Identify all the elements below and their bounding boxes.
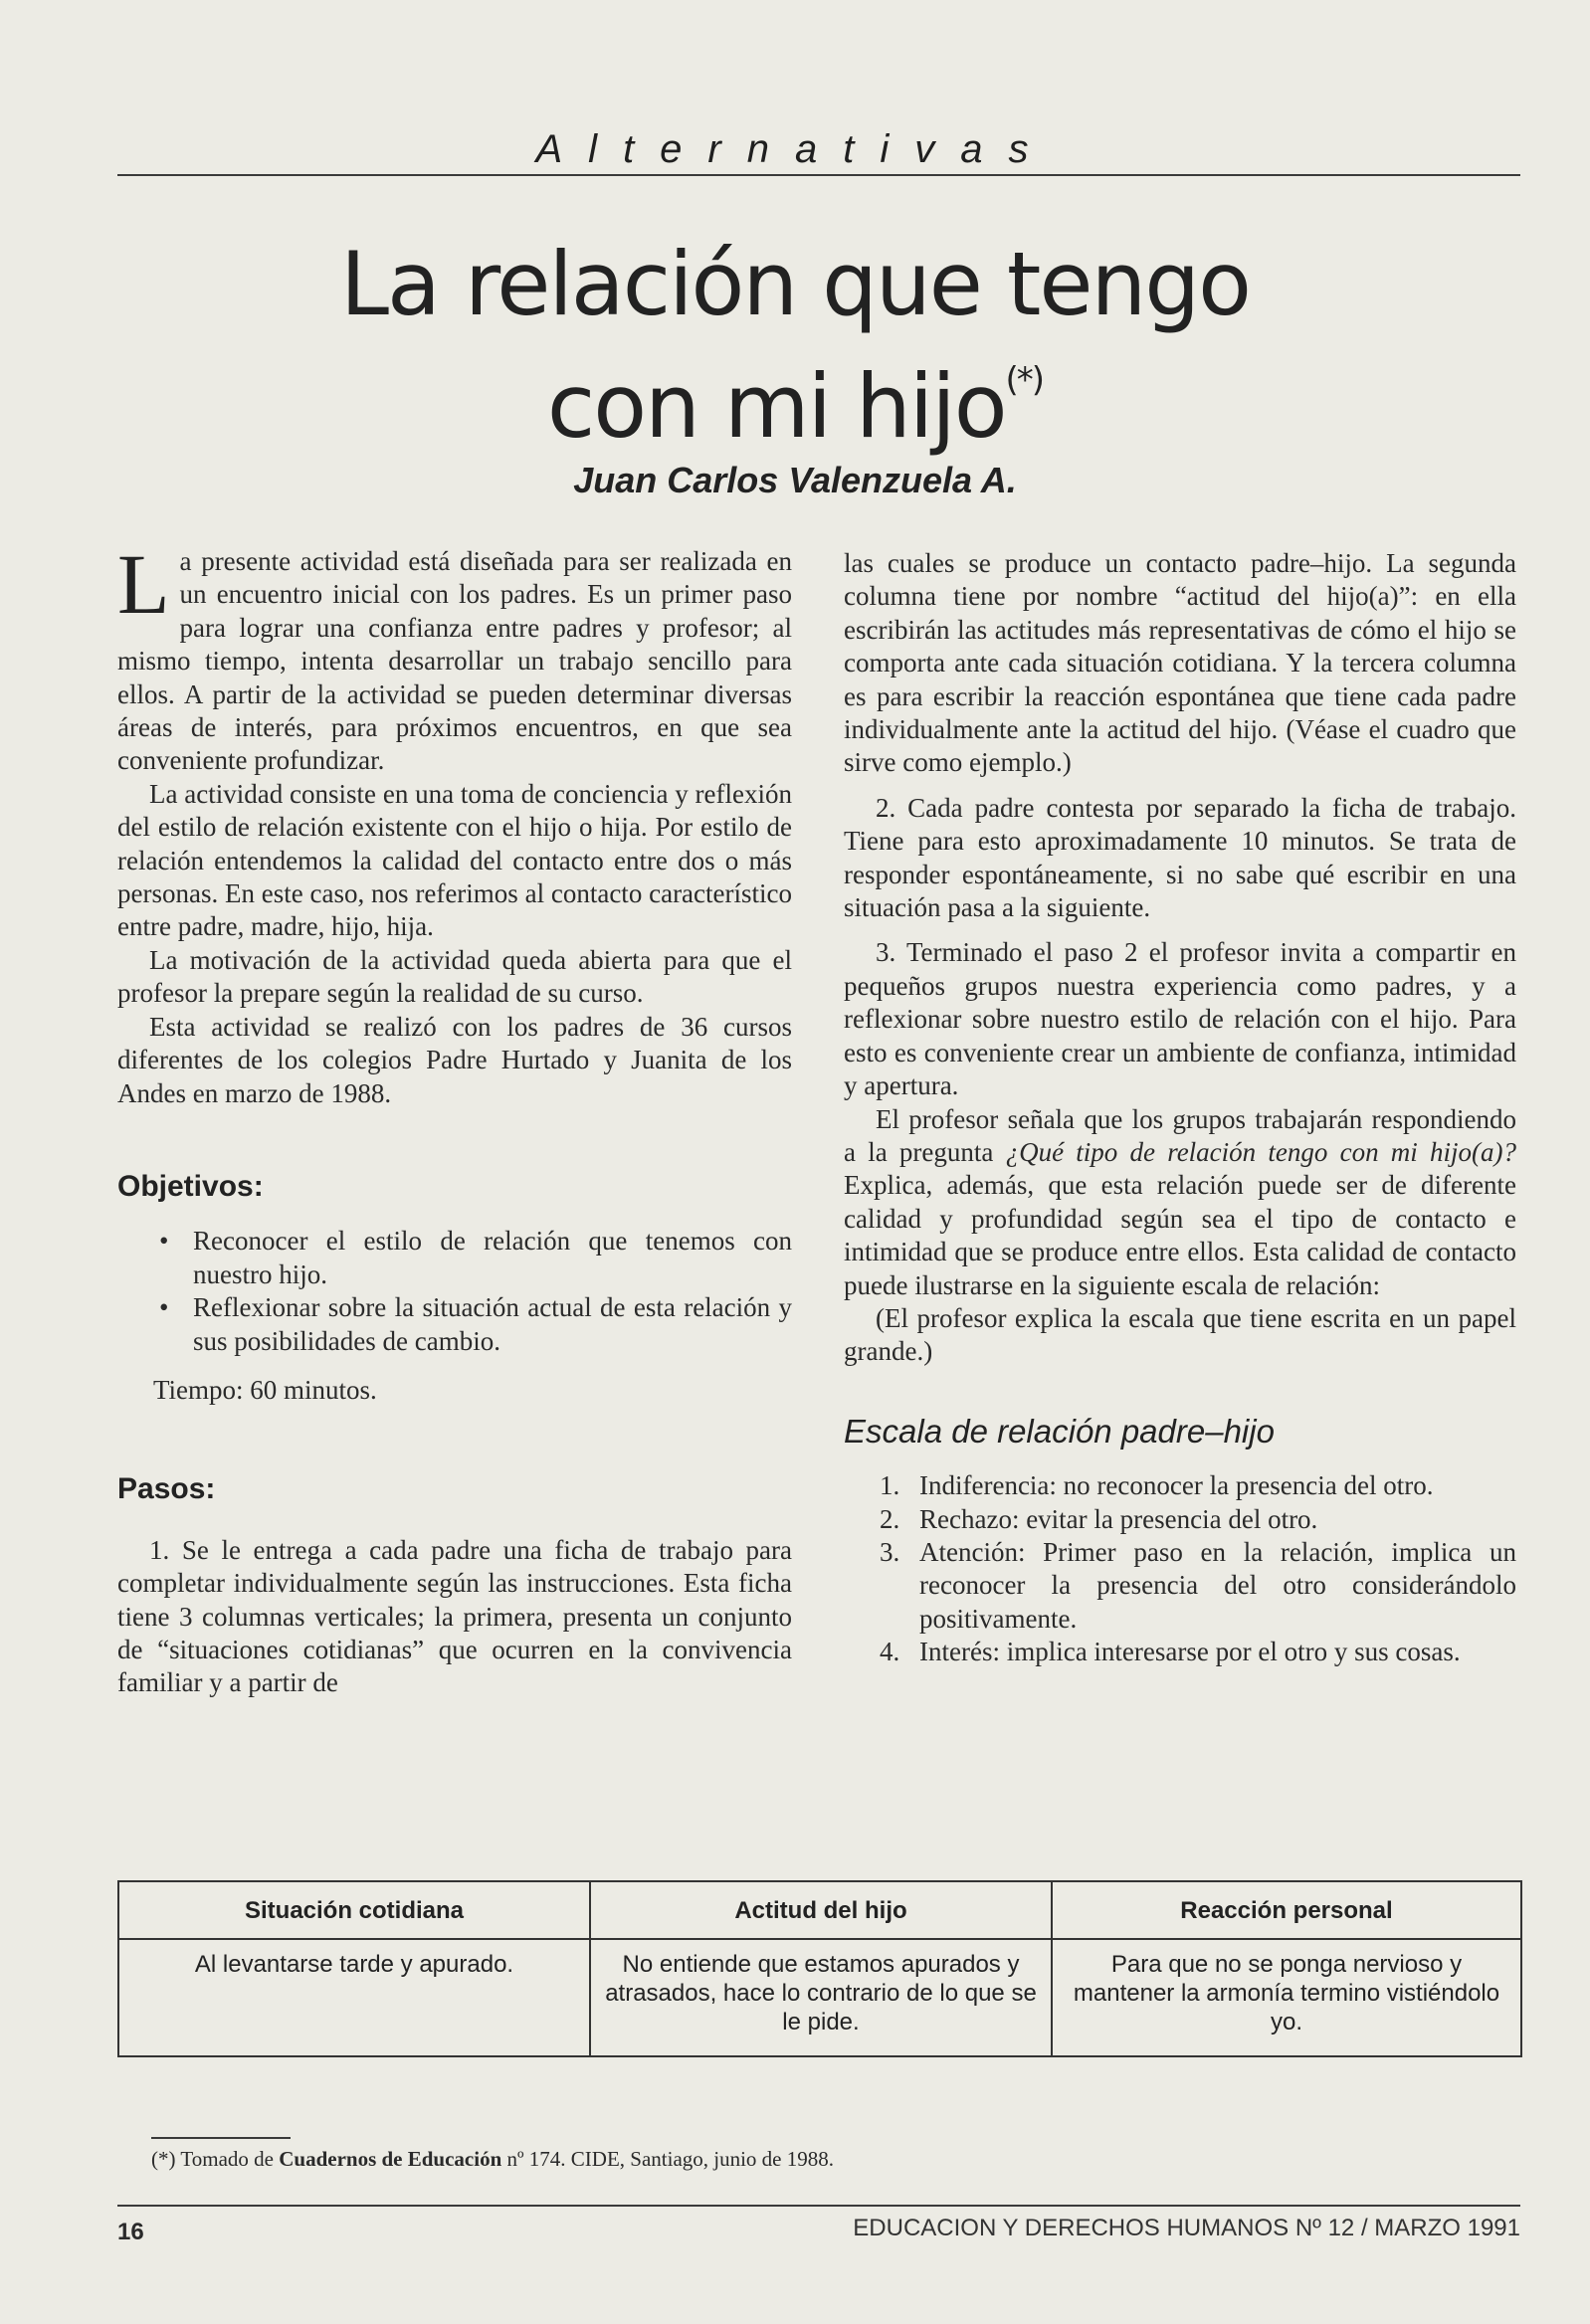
title-line-2-text: con mi hijo [546, 355, 1006, 458]
table-row [118, 1939, 1521, 2056]
paragraph: las cuales se produce un contacto padre–hijo. La segunda columna tiene por nombre “actitud del hijo(a)”: en ella escribirán las actitudes más representativas de cómo el hijo se comporta ante cada situación cotidiana. Y la tercera columna es para escribir la reacción espontánea que tiene cada padre individualmente ante la actitud del hijo. (Véase el cuadro que sirve como ejemplo.) [844, 548, 1516, 778]
footnote-rule [151, 2137, 291, 2139]
paragraph [844, 1103, 1516, 1302]
paso-1-number: 1. [149, 1534, 170, 1565]
list-number: 1. [880, 1470, 900, 1501]
example-table [117, 1880, 1522, 2057]
intro-text: a presente actividad está diseñada para ser realizada en un encuentro inicial con los padres. Es un primer paso para lograr una confianza entre padres y profesor; al mismo tiempo, intenta desarrollar un trabajo sencillo para ellos. A partir de la actividad se pueden determinar diversas áreas de interés, para próximos encuentros, en que sea conveniente profundizar. [117, 546, 792, 776]
paso-1 [117, 1534, 792, 1700]
list-text: Interés: implica interesarse por el otro y sus cosas. [919, 1637, 1461, 1667]
escala-heading: Escala de relación padre–hijo [844, 1412, 1275, 1450]
list-text: Atención: Primer paso en la relación, implica un reconocer la presencia del otro considerándolo positivamente. [919, 1536, 1516, 1634]
table-cell: Al levantarse tarde y apurado. [118, 1939, 590, 2056]
article-title [0, 233, 1590, 458]
list-number: 3. [880, 1536, 900, 1567]
paso-1-text: Se le entrega a cada padre una ficha de trabajo para completar individualmente según las instrucciones. Esta ficha tiene 3 columnas verticales; la primera, presenta un conjunto de “situaciones cotidianas” que ocurren en la convivencia familiar y a partir de [117, 1534, 792, 1698]
footnote [151, 2147, 1445, 2172]
title-line-1: La relación que tengo [340, 233, 1250, 335]
list-text: Indiferencia: no reconocer la presencia del otro. [919, 1470, 1434, 1501]
page-number: 16 [117, 2219, 144, 2245]
list-item [880, 1469, 1516, 1502]
question-text: ¿Qué tipo de relación tengo con mi hijo(a)? [1005, 1136, 1516, 1167]
escala-list [880, 1469, 1516, 1668]
list-number: 2. [880, 1503, 900, 1534]
paso-3-text: Terminado el paso 2 el profesor invita a compartir en pequeños grupos nuestra experiencia como padres, y a reflexionar sobre nuestro estilo de relación con el hijo. Para esto es conveniente crear un ambiente de confianza, intimidad y apertura. [844, 937, 1516, 1101]
list-item: • Reflexionar sobre la situación actual de esta relación y sus posibilidades de cambio. [153, 1291, 792, 1358]
list-item: • Reconocer el estilo de relación que tenemos con nuestro hijo. [153, 1225, 792, 1291]
paragraph: La actividad consiste en una toma de conciencia y reflexión del estilo de relación existente con el hijo o hija. Por estilo de relación entendemos la calidad del contacto entre dos o más personas. En este caso, nos referimos al contacto característico entre padre, madre, hijo, hija. [117, 778, 792, 942]
list-number: 4. [880, 1637, 900, 1667]
title-footnote-mark: (*) [1005, 360, 1044, 400]
table-header-row [118, 1881, 1521, 1939]
footer-rule [117, 2205, 1520, 2207]
header-rule [117, 174, 1520, 176]
paragraph: La motivación de la actividad queda abierta para que el profesor la prepare según la realidad de su curso. [117, 944, 792, 1009]
table-header-cell: Reacción personal [1052, 1881, 1521, 1939]
paso-3-number: 3. [876, 937, 896, 968]
list-text: Rechazo: evitar la presencia del otro. [919, 1503, 1318, 1534]
footnote-mark: (*) [151, 2147, 176, 2171]
author: Juan Carlos Valenzuela A. [573, 460, 1017, 500]
objetivos-list [153, 1225, 792, 1358]
objetivos-heading: Objetivos: [117, 1169, 264, 1203]
footnote-source: Cuadernos de Educación [279, 2147, 502, 2171]
paragraph: Esta actividad se realizó con los padres de 36 cursos diferentes de los colegios Padre Hurtado y Juanita de los Andes en marzo de 1988. [117, 1011, 792, 1108]
pasos-heading: Pasos: [117, 1472, 216, 1506]
footnote-text: nº 174. CIDE, Santiago, junio de 1988. [501, 2147, 834, 2171]
table-cell: No entiende que estamos apurados y atrasados, hace lo contrario de lo que se le pide. [590, 1939, 1052, 2056]
paso-2-text: Cada padre contesta por separado la ficha de trabajo. Tiene para esto aproximadamente 10 minutos. Se trata de responder espontáneamente, si no sabe qué escribir en una situación pasa a la siguiente. [844, 792, 1516, 923]
paragraph-text: Explica, además, que esta relación puede ser de diferente calidad y profundidad según sea el tipo de contacto e intimidad que se produce entre ellos. Esta calidad de contacto puede ilustrarse en la siguiente escala de relación: [844, 1170, 1516, 1300]
left-column [117, 536, 792, 1700]
intro-paragraph [117, 536, 792, 778]
table-header-cell: Situación cotidiana [118, 1881, 590, 1939]
paragraph-text: El profesor señala que los grupos trabajarán respondiendo a la pregunta [844, 1103, 1516, 1167]
list-item [880, 1503, 1516, 1536]
publication-info: EDUCACION Y DERECHOS HUMANOS Nº 12 / MARZO 1991 [853, 2215, 1520, 2241]
paragraph: (El profesor explica la escala que tiene escrita en un papel grande.) [844, 1302, 1516, 1367]
paso-2-number: 2. [876, 792, 896, 823]
section-header: Alternativas [535, 127, 1055, 171]
table-header-cell: Actitud del hijo [590, 1881, 1052, 1939]
paso-2 [844, 792, 1516, 925]
title-line-2 [0, 332, 1590, 458]
right-column [844, 547, 1516, 1669]
list-item [880, 1536, 1516, 1636]
tiempo: Tiempo: 60 minutos. [153, 1374, 377, 1405]
drop-cap: L [117, 536, 170, 632]
table-cell: Para que no se ponga nervioso y mantener la armonía termino vistiéndolo yo. [1052, 1939, 1521, 2056]
paso-3 [844, 936, 1516, 1102]
footnote-text: Tomado de [175, 2147, 280, 2171]
list-item [880, 1636, 1516, 1668]
